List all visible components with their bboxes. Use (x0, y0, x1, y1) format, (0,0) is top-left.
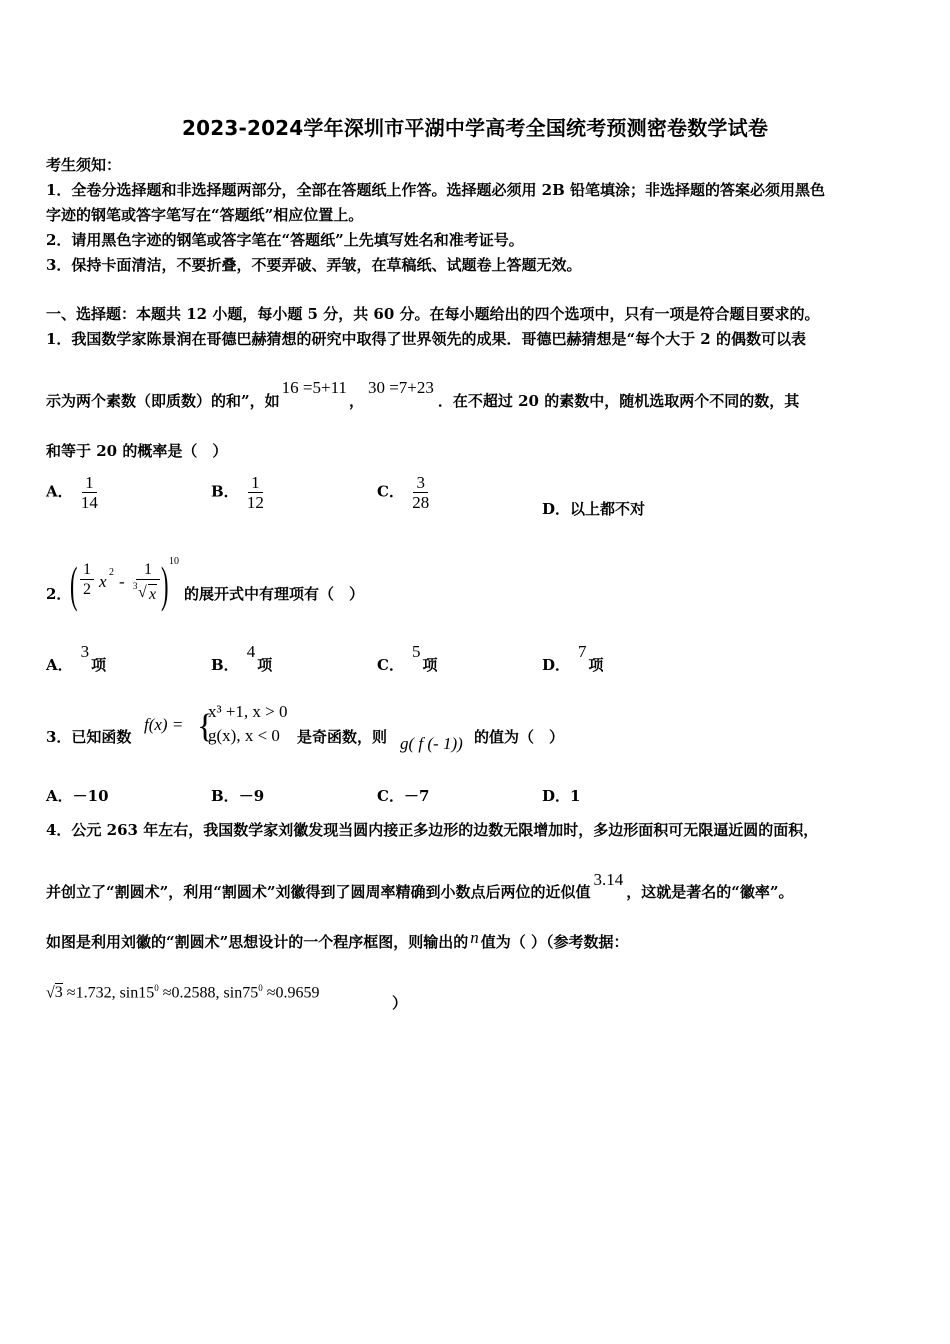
notice-line-2: 2．请用黑色字迹的钢笔或答字笔在“答题纸”上先填写姓名和准考证号。 (46, 231, 524, 249)
q3-middle-text: 是奇函数，则 (297, 728, 388, 746)
root-index: 3 (133, 581, 138, 591)
minus-sign: - (119, 572, 125, 591)
q2-text: 的展开式中有理项有（ ） (184, 585, 365, 603)
q1-line-1: 1．我国数学家陈景润在哥德巴赫猜想的研究中取得了世界领先的成果．哥德巴赫猜想是“每个大于 2 的偶数可以表 (46, 330, 806, 348)
q4-line-3-suffix: 值为（ ）（参考数据： (480, 933, 629, 951)
option-label: D． (542, 500, 571, 518)
variable-n: n (470, 928, 479, 947)
fraction-1-12: $\frac{1}{12}$ (246, 473, 264, 512)
q4-reference-data (46, 983, 319, 1002)
fraction-numerator: 1 (136, 560, 160, 580)
q1-option-b (211, 473, 267, 512)
radicand-x: x (149, 586, 157, 603)
q3-option-a: A．－10 (46, 787, 109, 805)
q3-prefix: 3．已知函数 (46, 728, 132, 746)
left-brace-icon: { (197, 708, 214, 745)
notice-line-3: 3．保持卡面清洁，不要折叠，不要弄破、弄皱，在草稿纸、试题卷上答题无效。 (46, 256, 582, 274)
option-label: A． (46, 482, 73, 501)
q3-composite-expression: g( f (- 1)) (400, 734, 463, 753)
q1-option-a (46, 473, 101, 512)
q3-piecewise (208, 700, 288, 748)
variable-x: x (99, 572, 107, 591)
q4-line-1: 4．公元 263 年左右，我国数学家刘徽发现当圆内接正多边形的边数无限增加时，多边形面积可无限逼近圆的面积， (46, 821, 819, 839)
q2-option-b: B．4项 (211, 642, 273, 674)
exponent-2: 2 (109, 567, 114, 578)
ref-value-b: ≈0.2588, sin75 (158, 984, 259, 1002)
right-paren: ) (161, 556, 169, 612)
q1-line-2-suffix: ．在不超过 20 的素数中，随机选取两个不同的数，其 (437, 392, 800, 410)
notice-line-1a: 1．全卷分选择题和非选择题两部分，全部在答题纸上作答。选择题必须用 2B 铅笔填涂；非选择题的答案必须用黑色 (46, 181, 826, 199)
q1-line-3: 和等于 20 的概率是（ ） (46, 442, 228, 460)
q1-option-d (542, 498, 645, 519)
q3-option-d: D．1 (542, 787, 581, 805)
option-label: C． (377, 482, 404, 501)
piece-case-1: x³ +1, x > 0 (208, 702, 288, 721)
q2-number: 2． (46, 585, 72, 603)
q4-line-3 (46, 928, 629, 952)
page-title: 2023-2024学年深圳市平湖中学高考全国统考预测密卷数学试卷 (181, 116, 769, 140)
piece-case-2: g(x), x < 0 (208, 726, 280, 745)
q3-option-c: C．－7 (377, 787, 430, 805)
left-paren: ( (70, 556, 78, 612)
sqrt-radicand: 3 (54, 984, 63, 1002)
notice-line-1b: 字迹的钢笔或答字笔写在“答题纸”相应位置上。 (46, 206, 364, 224)
q3-option-b: B．－9 (211, 787, 265, 805)
fraction-3-28: $\frac{3}{28}$ (412, 473, 430, 512)
q4-line-2-prefix: 并创立了“割圆术”，利用“割圆术”刘徽得到了圆周率精确到小数点后两位的近似值 (46, 883, 591, 901)
q1-equation-16: 16 =5+11 (281, 378, 347, 397)
q3-suffix: 的值为（ ） (474, 728, 565, 746)
sqrt-icon: √ (46, 984, 55, 1002)
q1-equation-30: 30 =7+23 (367, 378, 434, 397)
option-label: B． (211, 482, 239, 501)
q2-option-d: D．7项 (542, 642, 604, 674)
q2-option-c: C．5项 (377, 642, 438, 674)
fraction-one-half: $\frac{1}{2}$ (80, 560, 94, 599)
notice-heading: 考生须知： (46, 156, 122, 174)
degree-2: 0 (258, 983, 263, 993)
radical-icon: √ (138, 584, 147, 601)
q2-option-a: A．3项 (46, 642, 107, 674)
q4-line-3-prefix: 如图是利用刘徽的“割圆术”思想设计的一个程序框图，则输出的 (46, 933, 469, 951)
exponent-10: 10 (169, 556, 179, 567)
ref-value-a: ≈1.732, sin15 (66, 984, 155, 1002)
degree-1: 0 (154, 983, 159, 993)
q4-line-2 (46, 870, 794, 902)
q2-binomial-expression (70, 556, 180, 620)
q4-closing-paren: ） (392, 994, 408, 1012)
q3-function-f: f(x) = (144, 715, 184, 734)
q1-line-2-prefix: 示为两个素数（即质数）的和”，如 (46, 392, 280, 410)
option-text: 以上都不对 (570, 500, 646, 518)
fraction-1-14: $\frac{1}{14}$ (80, 473, 98, 512)
pi-approximation: 3.14 (593, 870, 624, 889)
q1-line-2 (46, 378, 800, 411)
section-heading: 一、选择题：本题共 12 小题，每小题 5 分，共 60 分。在每小题给出的四个选项中，只有一项是符合题目要求的。 (46, 305, 820, 323)
q1-option-c (377, 473, 432, 512)
q4-line-2-suffix: ，这就是著名的“徽率”。 (626, 883, 794, 901)
ref-value-c: ≈0.9659 (262, 984, 320, 1002)
q1-comma: ， (348, 392, 364, 410)
